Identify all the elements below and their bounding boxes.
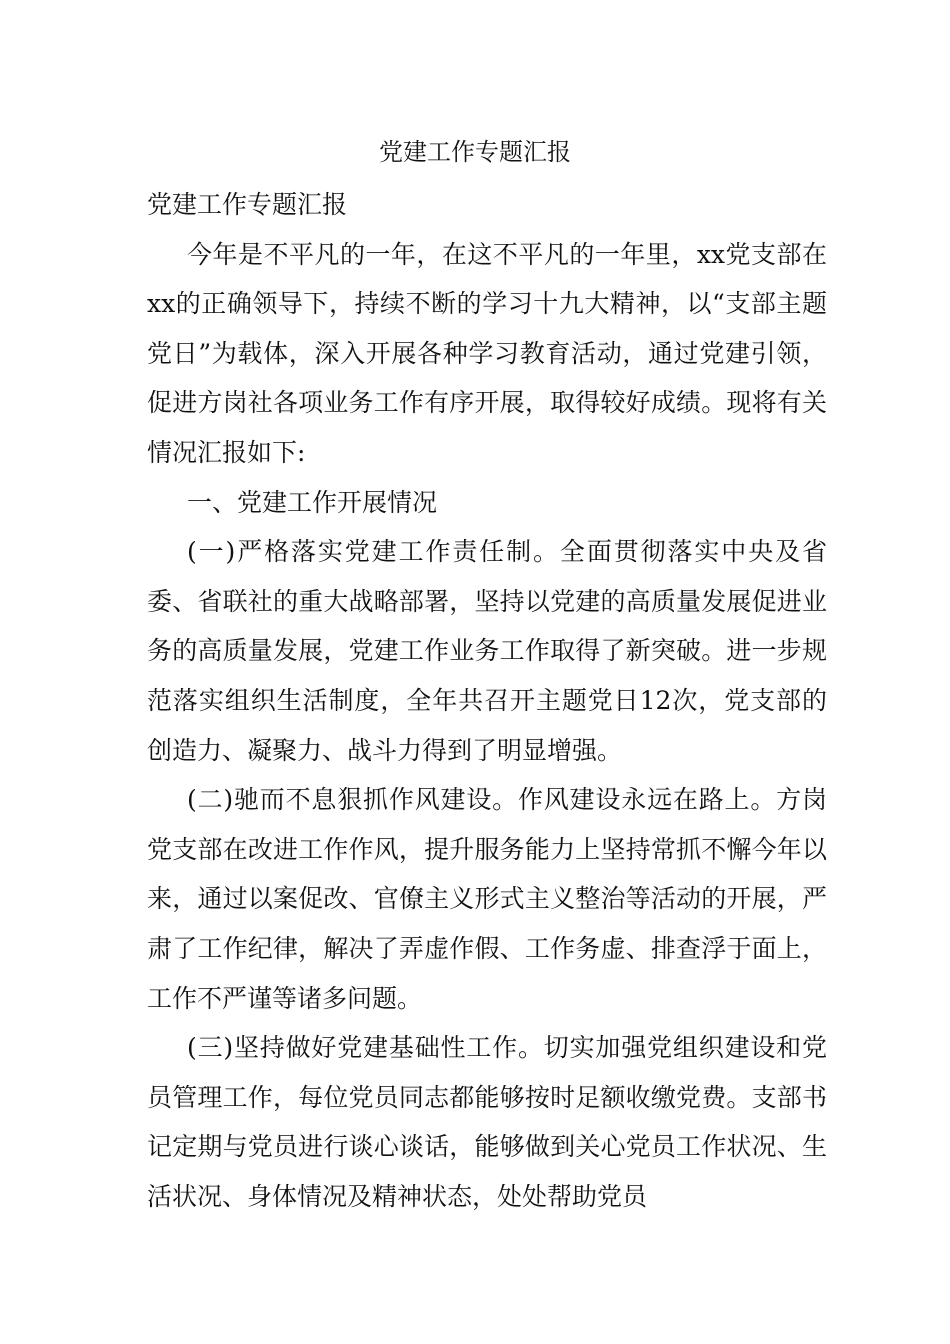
paragraph-item-2: (二)驰而不息狠抓作风建设。作风建设永远在路上。方岗党支部在改进工作作风，提升服务能力上坚持常抓不懈今年以来，通过以案促改、官僚主义形式主义整治等活动的开展，严肃了工作纪律，解决了弄虚作假、工作务虚、排查浮于面上，工作不严谨等诸多问题。 bbox=[147, 785, 827, 1013]
paragraph-intro: 今年是不平凡的一年，在这不平凡的一年里，xx党支部在xx的正确领导下，持续不断的学习十九大精神，以“支部主题党日”为载体，深入开展各种学习教育活动，通过党建引领，促进方岗社各项业务工作有序开展，取得较好成绩。现将有关情况汇报如下: bbox=[147, 239, 827, 467]
document-subtitle: 党建工作专题汇报 bbox=[147, 190, 348, 219]
paragraph-item-3: (三)坚持做好党建基础性工作。切实加强党组织建设和党员管理工作，每位党员同志都能够按时足额收缴党费。支部书记定期与党员进行谈心谈话，能够做到关心党员工作状况、生活状况、身体情况及精神状态，处处帮助党员 bbox=[147, 1033, 827, 1211]
document-title: 党建工作专题汇报 bbox=[379, 138, 571, 166]
paragraph-item-1: (一)严格落实党建工作责任制。全面贯彻落实中央及省委、省联社的重大战略部署，坚持以党建的高质量发展促进业务的高质量发展，党建工作业务工作取得了新突破。进一步规范落实组织生活制度，全年共召开主题党日12次，党支部的创造力、凝聚力、战斗力得到了明显增强。 bbox=[147, 537, 827, 765]
document-body bbox=[147, 180, 827, 1221]
section-heading: 一、党建工作开展情况 bbox=[187, 487, 438, 517]
